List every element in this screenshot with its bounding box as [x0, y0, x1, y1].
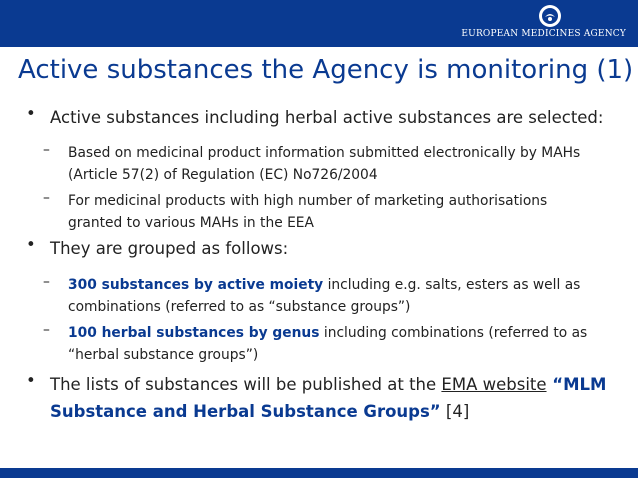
bullet-dot: • [26, 371, 36, 390]
footer-bar [0, 468, 638, 478]
header-bar [0, 0, 638, 47]
highlight: “MLM [546, 375, 607, 394]
bullet-dot: • [26, 235, 36, 254]
sub-bullet-text [68, 322, 623, 366]
agency-name: EUROPEAN MEDICINES AGENCY [461, 29, 626, 39]
line: (Article 57(2) of Regulation (EC) No726/2004 [68, 167, 378, 183]
slide-title: Active substances the Agency is monitoring (1) [18, 55, 634, 85]
highlight: Substance and Herbal Substance Groups” [50, 402, 441, 421]
bullet-text [50, 371, 620, 425]
sub-bullet-dash: – [43, 274, 50, 290]
sub-bullet-dash: – [43, 142, 50, 158]
sub-bullet-dash: – [43, 322, 50, 338]
bullet-text: They are grouped as follows: [50, 239, 289, 258]
bullet-dot: • [26, 104, 36, 123]
line: including combinations (referred to as [319, 325, 588, 341]
bullet-text: Active substances including herbal active substances are selected: [50, 108, 604, 127]
line: granted to various MAHs in the EEA [68, 215, 314, 231]
line: [4] [440, 402, 470, 421]
line: The lists of substances will be published at the [50, 375, 442, 394]
sub-bullet-dash: – [43, 190, 50, 206]
line: For medicinal products with high number of marketing authorisations [68, 193, 548, 209]
ema-logo-icon [538, 4, 562, 28]
sub-bullet-text [68, 274, 623, 318]
line: combinations (referred to as “substance groups”) [68, 299, 411, 315]
sub-bullet-text [68, 190, 623, 234]
line: Based on medicinal product information submitted electronically by MAHs [68, 145, 581, 161]
line: including e.g. salts, esters as well as [323, 277, 581, 293]
highlight: 100 herbal substances by genus [68, 325, 320, 341]
line: “herbal substance groups”) [68, 347, 259, 363]
sub-bullet-text [68, 142, 623, 186]
highlight: 300 substances by active moiety [68, 277, 324, 293]
ema-website-link[interactable]: EMA website [441, 375, 547, 394]
